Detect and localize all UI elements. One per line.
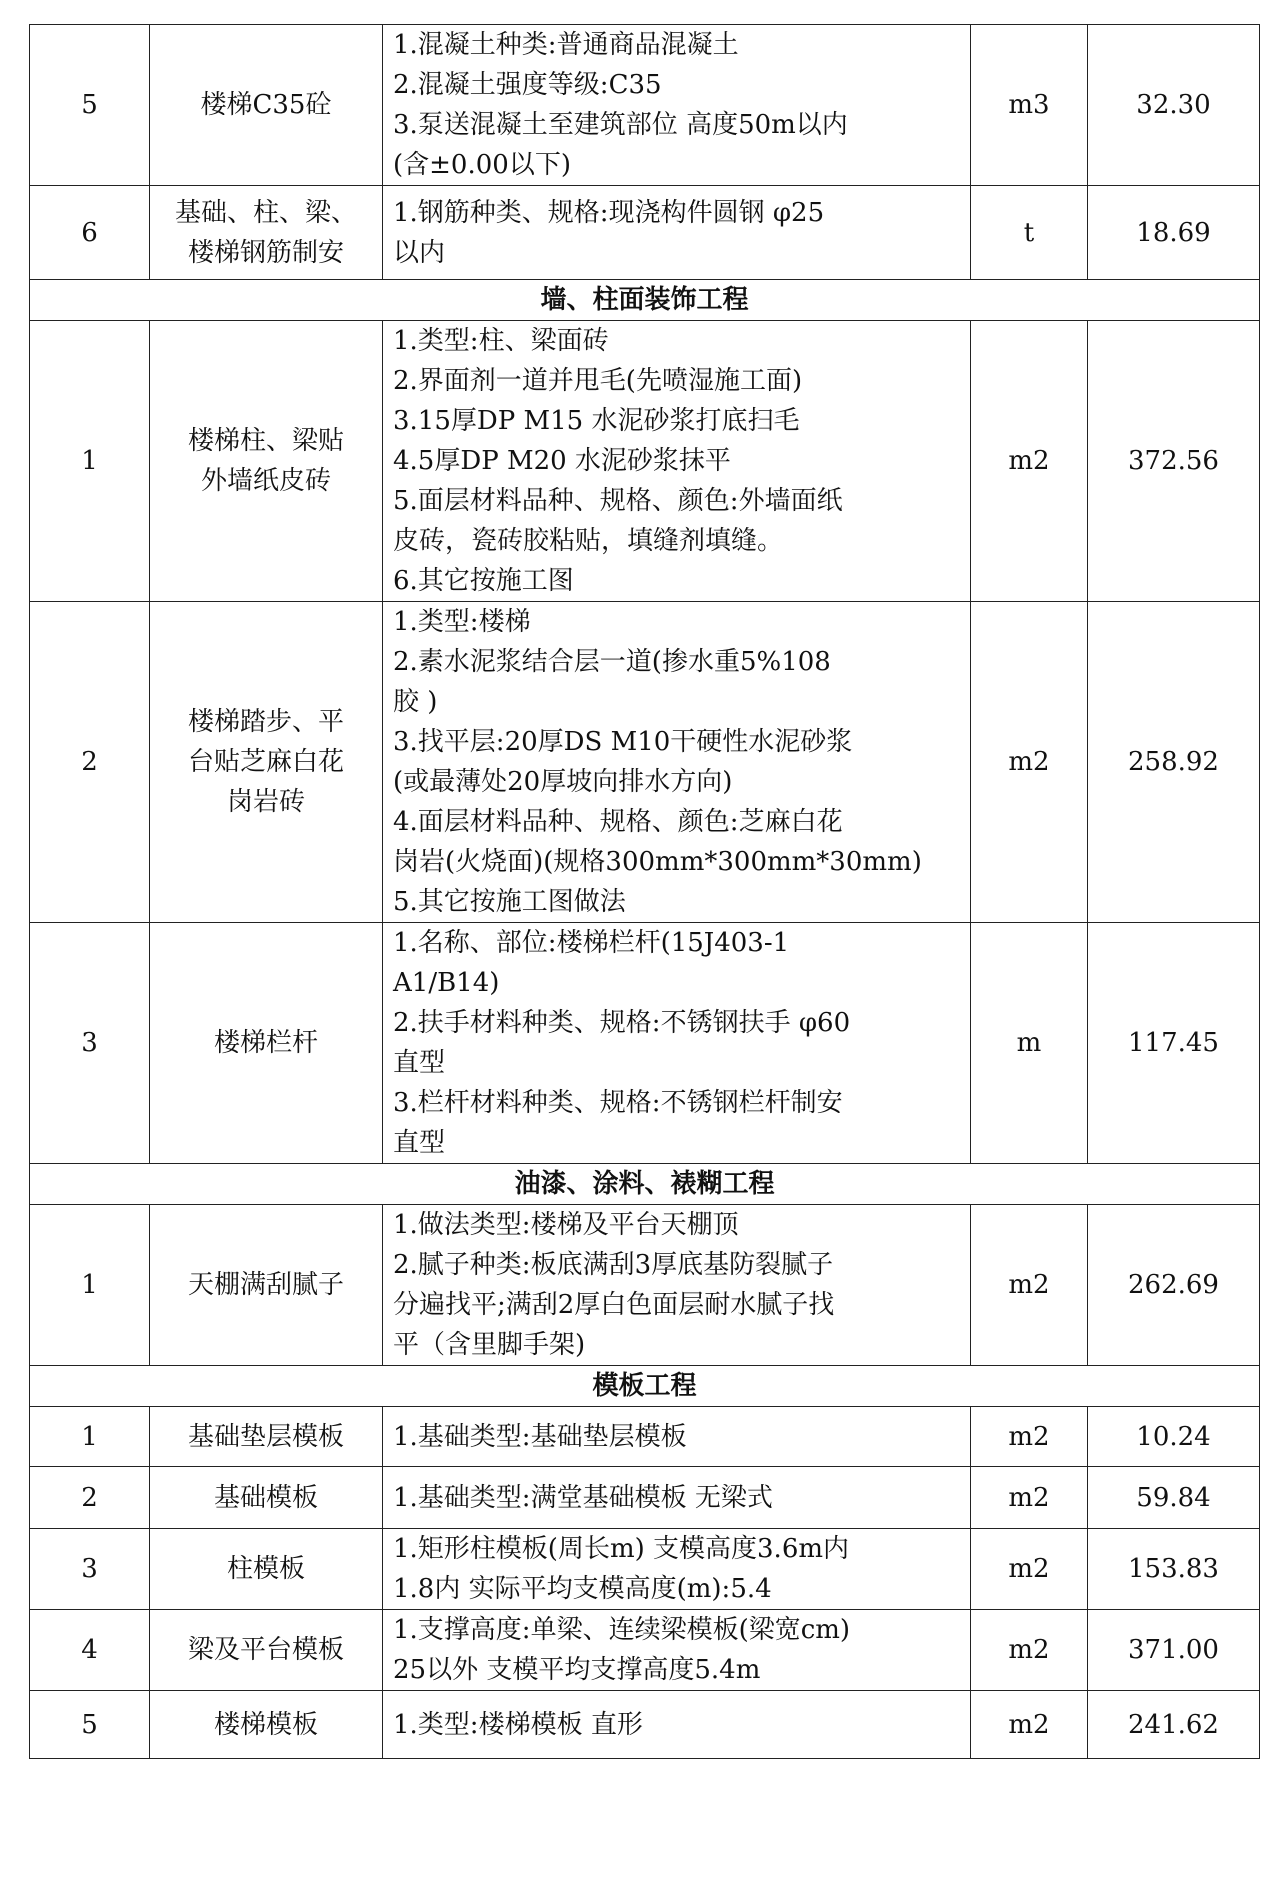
item-name-line: 基础、柱、梁、	[174, 197, 357, 228]
item-name-line: 楼梯模板	[213, 1709, 318, 1740]
description-line: (或最薄处20厚坡向排水方向)	[393, 767, 733, 797]
item-number: 5	[30, 1691, 150, 1759]
item-name-line: 外墙纸皮砖	[200, 466, 331, 496]
item-name-line: 楼梯栏杆	[213, 1028, 318, 1058]
item-unit: m2	[971, 1529, 1088, 1610]
description-line: 25以外 支模平均支撑高度5.4m	[393, 1655, 761, 1685]
item-number: 2	[30, 1467, 150, 1529]
item-description	[383, 186, 971, 280]
item-number: 3	[30, 923, 150, 1164]
item-quantity: 371.00	[1088, 1610, 1260, 1691]
item-unit: m	[971, 923, 1088, 1164]
item-description	[383, 1407, 971, 1467]
item-quantity: 258.92	[1088, 602, 1260, 923]
table-row	[30, 321, 1260, 602]
item-quantity: 153.83	[1088, 1529, 1260, 1610]
item-description	[383, 25, 971, 186]
description-line: 1.混凝土种类:普通商品混凝土	[393, 30, 739, 60]
table-row	[30, 923, 1260, 1164]
item-number: 4	[30, 1610, 150, 1691]
item-description	[383, 602, 971, 923]
table-row	[30, 1205, 1260, 1366]
item-name	[150, 25, 383, 186]
description-line: 3.找平层:20厚DS M10干硬性水泥砂浆	[393, 727, 853, 757]
description-line: 2.混凝土强度等级:C35	[393, 70, 662, 100]
item-quantity: 32.30	[1088, 25, 1260, 186]
item-quantity: 59.84	[1088, 1467, 1260, 1529]
description-line: 胶 )	[393, 687, 438, 717]
item-number: 3	[30, 1529, 150, 1610]
description-line: 1.钢筋种类、规格:现浇构件圆钢 φ25	[393, 197, 825, 228]
description-line: 2.界面剂一道并甩毛(先喷湿施工面)	[393, 366, 803, 396]
item-name	[150, 923, 383, 1164]
item-name	[150, 1407, 383, 1467]
item-number: 6	[30, 186, 150, 280]
description-line: (含±0.00以下)	[393, 150, 571, 180]
table-row	[30, 1529, 1260, 1610]
description-line: 1.基础类型:满堂基础模板 无梁式	[393, 1482, 773, 1513]
description-line: 平（含里脚手架)	[393, 1330, 586, 1360]
description-line: 3.栏杆材料种类、规格:不锈钢栏杆制安	[393, 1088, 843, 1118]
item-unit: m2	[971, 1467, 1088, 1529]
item-quantity: 10.24	[1088, 1407, 1260, 1467]
description-line: 5.面层材料品种、规格、颜色:外墙面纸	[393, 486, 843, 516]
description-line: 5.其它按施工图做法	[393, 887, 626, 917]
description-line: 2.素水泥浆结合层一道(掺水重5%108	[393, 647, 831, 677]
description-line: 2.腻子种类:板底满刮3厚底基防裂腻子	[393, 1250, 834, 1280]
table-row	[30, 1407, 1260, 1467]
table-row	[30, 1610, 1260, 1691]
description-line: 1.矩形柱模板(周长m) 支模高度3.6m内	[393, 1534, 850, 1564]
description-line: 直型	[393, 1048, 446, 1078]
description-line: 1.类型:楼梯模板 直形	[393, 1709, 643, 1740]
description-line: 1.类型:柱、梁面砖	[393, 326, 609, 356]
description-line: 皮砖，瓷砖胶粘贴，填缝剂填缝。	[393, 526, 784, 556]
item-name-line: 楼梯C35砼	[200, 90, 332, 120]
section-title: 模板工程	[30, 1366, 1260, 1407]
description-line: 以内	[393, 237, 446, 268]
item-quantity: 262.69	[1088, 1205, 1260, 1366]
item-number: 5	[30, 25, 150, 186]
bill-of-quantities-table	[29, 24, 1260, 1759]
description-line: 直型	[393, 1128, 446, 1158]
item-unit: m2	[971, 321, 1088, 602]
item-description	[383, 321, 971, 602]
item-description	[383, 1205, 971, 1366]
item-name	[150, 186, 383, 280]
item-name	[150, 602, 383, 923]
description-line: 分遍找平;满刮2厚白色面层耐水腻子找	[393, 1290, 835, 1320]
item-description	[383, 1691, 971, 1759]
description-line: 岗岩(火烧面)(规格300mm*300mm*30mm)	[393, 847, 922, 877]
item-number: 1	[30, 321, 150, 602]
description-line: 2.扶手材料种类、规格:不锈钢扶手 φ60	[393, 1008, 851, 1038]
item-unit: m2	[971, 1610, 1088, 1691]
item-unit: m3	[971, 25, 1088, 186]
item-name-line: 基础垫层模板	[187, 1421, 344, 1452]
item-unit: m2	[971, 1205, 1088, 1366]
item-number: 1	[30, 1407, 150, 1467]
item-name	[150, 1467, 383, 1529]
item-name-line: 岗岩砖	[226, 787, 305, 817]
table-row	[30, 602, 1260, 923]
description-line: 4.5厚DP M20 水泥砂浆抹平	[393, 446, 731, 476]
item-unit: m2	[971, 1691, 1088, 1759]
description-line: 1.做法类型:楼梯及平台天棚顶	[393, 1210, 739, 1240]
item-number: 2	[30, 602, 150, 923]
item-quantity: 18.69	[1088, 186, 1260, 280]
item-unit: m2	[971, 602, 1088, 923]
item-name-line: 台贴芝麻白花	[187, 747, 344, 777]
item-quantity: 241.62	[1088, 1691, 1260, 1759]
item-quantity: 372.56	[1088, 321, 1260, 602]
table-row	[30, 186, 1260, 280]
item-quantity: 117.45	[1088, 923, 1260, 1164]
table-row	[30, 1691, 1260, 1759]
item-description	[383, 1610, 971, 1691]
item-name-line: 楼梯柱、梁贴	[187, 426, 344, 456]
item-name	[150, 1205, 383, 1366]
item-name-line: 天棚满刮腻子	[187, 1270, 344, 1300]
item-name	[150, 321, 383, 602]
item-name-line: 柱模板	[226, 1554, 305, 1584]
item-name-line: 楼梯钢筋制安	[187, 237, 344, 268]
description-line: 1.基础类型:基础垫层模板	[393, 1421, 687, 1452]
section-header-row	[30, 1164, 1260, 1205]
description-line: 1.8内 实际平均支模高度(m):5.4	[393, 1574, 772, 1604]
item-name	[150, 1691, 383, 1759]
description-line: 3.15厚DP M15 水泥砂浆打底扫毛	[393, 406, 800, 436]
item-name-line: 梁及平台模板	[187, 1635, 344, 1665]
item-unit: t	[971, 186, 1088, 280]
item-unit: m2	[971, 1407, 1088, 1467]
section-title: 油漆、涂料、裱糊工程	[30, 1164, 1260, 1205]
description-line: 1.类型:楼梯	[393, 607, 531, 637]
description-line: 6.其它按施工图	[393, 566, 574, 596]
item-name	[150, 1610, 383, 1691]
section-header-row	[30, 1366, 1260, 1407]
description-line: 3.泵送混凝土至建筑部位 高度50m以内	[393, 110, 848, 140]
item-description	[383, 1529, 971, 1610]
section-header-row	[30, 280, 1260, 321]
description-line: 4.面层材料品种、规格、颜色:芝麻白花	[393, 807, 843, 837]
section-title: 墙、柱面装饰工程	[30, 280, 1260, 321]
item-name-line: 基础模板	[213, 1482, 318, 1513]
table-row	[30, 25, 1260, 186]
item-description	[383, 1467, 971, 1529]
description-line: 1.支撑高度:单梁、连续梁模板(梁宽cm)	[393, 1615, 851, 1645]
item-name-line: 楼梯踏步、平	[187, 707, 344, 737]
item-description	[383, 923, 971, 1164]
table-row	[30, 1467, 1260, 1529]
table-body	[30, 25, 1260, 1759]
description-line: A1/B14)	[393, 968, 500, 998]
item-number: 1	[30, 1205, 150, 1366]
item-name	[150, 1529, 383, 1610]
description-line: 1.名称、部位:楼梯栏杆(15J403-1	[393, 928, 790, 958]
